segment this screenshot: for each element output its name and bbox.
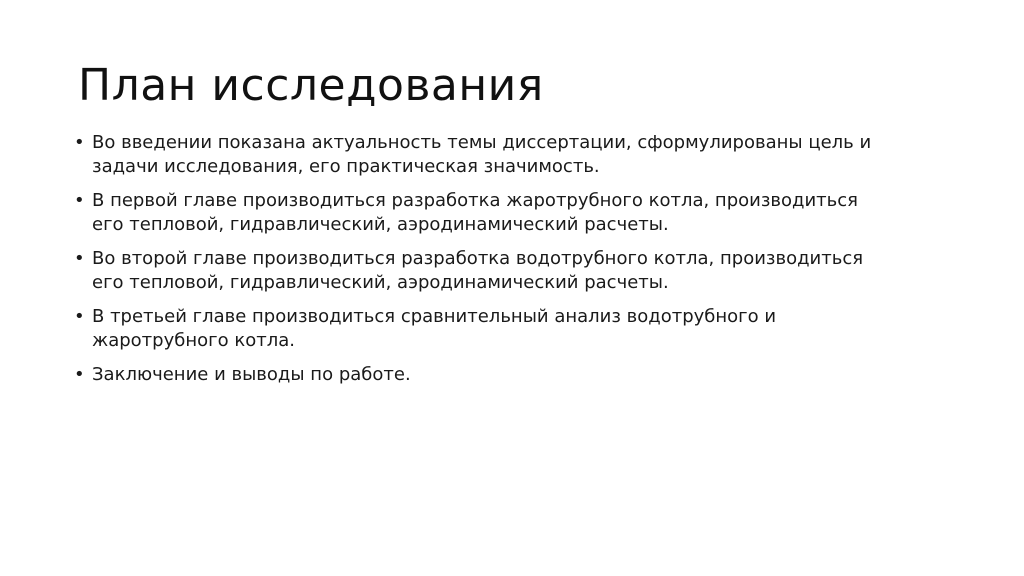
bullet-icon: • [74,190,85,211]
bullet-text: Во введении показана актуальность темы диссертации, сформулированы цель и задачи исследования, его практическая значимость. [92,132,872,177]
bullet-icon: • [74,306,85,327]
bullet-text: В третьей главе производиться сравнительный анализ водотрубного и жаротрубного котла. [92,306,777,351]
bullet-item-chapter-1 [74,189,874,237]
bullet-text: Во второй главе производиться разработка водотрубного котла, производиться его тепловой, гидравлический, аэродинамический расчеты. [92,248,864,293]
bullet-icon: • [74,248,85,269]
bullet-item-chapter-2 [74,247,874,295]
bullet-item-chapter-3 [74,305,874,353]
bullet-text: Заключение и выводы по работе. [92,364,411,385]
bullet-list [74,131,874,397]
slide-title: План исследования [78,60,544,111]
bullet-text: В первой главе производиться разработка жаротрубного котла, производиться его тепловой, гидравлический, аэродинамический расчеты. [92,190,858,235]
bullet-icon: • [74,364,85,385]
bullet-item-introduction [74,131,874,179]
bullet-icon: • [74,132,85,153]
bullet-item-conclusion [74,363,874,387]
